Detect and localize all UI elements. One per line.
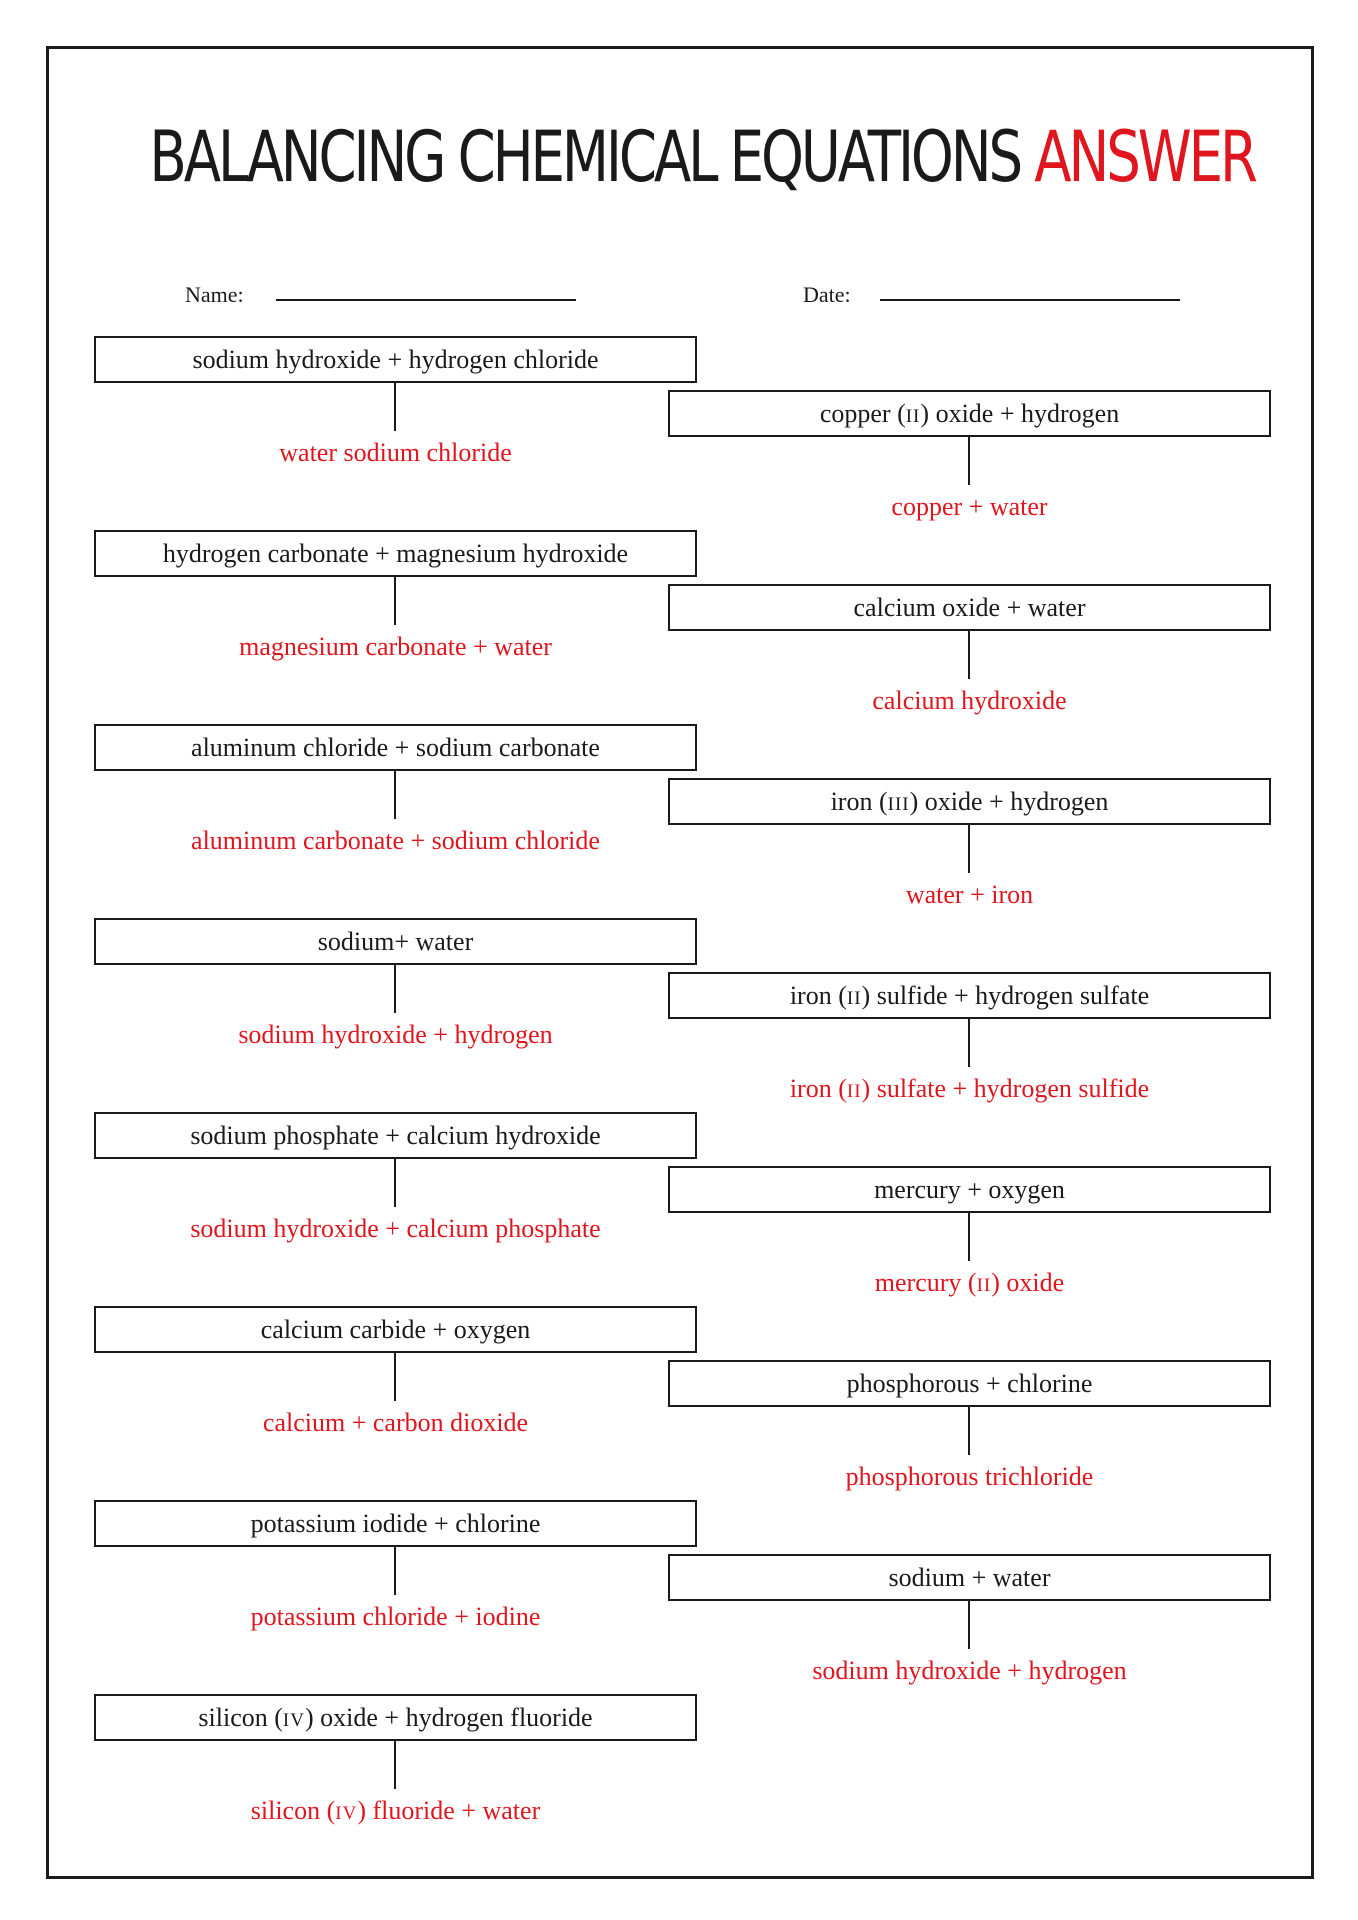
left-answer-2: magnesium carbonate + water <box>239 632 552 661</box>
left-reactants-box-1: sodium hydroxide + hydrogen chloride <box>94 336 697 383</box>
left-answer-7: potassium chloride + iodine <box>250 1602 541 1631</box>
right-reactants-box-7: sodium + water <box>668 1554 1271 1601</box>
left-arrow-line-7 <box>394 1547 396 1595</box>
left-arrow-line-1 <box>394 383 396 431</box>
left-arrow-line-3 <box>394 771 396 819</box>
left-reactants-box-5: sodium phosphate + calcium hydroxide <box>94 1112 697 1159</box>
roman-numeral: III <box>887 794 910 815</box>
right-answer-1: copper + water <box>891 492 1048 521</box>
roman-numeral: II <box>846 988 862 1009</box>
right-arrow-line-6 <box>968 1407 970 1455</box>
left-answer-5: sodium hydroxide + calcium phosphate <box>190 1214 601 1243</box>
right-reactants-box-1: copper (II) oxide + hydrogen <box>668 390 1271 437</box>
roman-numeral: IV <box>282 1710 305 1731</box>
left-answer-6: calcium + carbon dioxide <box>262 1408 529 1437</box>
left-answer-8: silicon (IV) fluoride + water <box>250 1796 541 1825</box>
roman-numeral: II <box>905 406 921 427</box>
name-line[interactable] <box>276 299 576 301</box>
left-arrow-line-5 <box>394 1159 396 1207</box>
left-answer-4: sodium hydroxide + hydrogen <box>238 1020 553 1049</box>
roman-numeral: II <box>976 1275 992 1296</box>
left-reactants-box-4: sodium+ water <box>94 918 697 965</box>
right-answer-5: mercury (II) oxide <box>874 1268 1065 1297</box>
right-arrow-line-3 <box>968 825 970 873</box>
right-arrow-line-4 <box>968 1019 970 1067</box>
right-arrow-line-2 <box>968 631 970 679</box>
left-reactants-box-8: silicon (IV) oxide + hydrogen fluoride <box>94 1694 697 1741</box>
roman-numeral: IV <box>335 1803 358 1824</box>
left-reactants-box-2: hydrogen carbonate + magnesium hydroxide <box>94 530 697 577</box>
left-arrow-line-8 <box>394 1741 396 1789</box>
right-answer-4: iron (II) sulfate + hydrogen sulfide <box>789 1074 1150 1103</box>
right-answer-3: water + iron <box>905 880 1034 909</box>
right-arrow-line-7 <box>968 1601 970 1649</box>
right-reactants-box-4: iron (II) sulfide + hydrogen sulfate <box>668 972 1271 1019</box>
left-reactants-box-3: aluminum chloride + sodium carbonate <box>94 724 697 771</box>
left-reactants-box-6: calcium carbide + oxygen <box>94 1306 697 1353</box>
date-label: Date: <box>803 282 851 307</box>
right-reactants-box-2: calcium oxide + water <box>668 584 1271 631</box>
right-reactants-box-6: phosphorous + chlorine <box>668 1360 1271 1407</box>
left-arrow-line-2 <box>394 577 396 625</box>
left-answer-3: aluminum carbonate + sodium chloride <box>191 826 600 855</box>
name-label: Name: <box>185 282 244 307</box>
left-reactants-box-7: potassium iodide + chlorine <box>94 1500 697 1547</box>
right-answer-6: phosphorous trichloride <box>845 1462 1094 1491</box>
roman-numeral: II <box>846 1081 862 1102</box>
right-answer-7: sodium hydroxide + hydrogen <box>812 1656 1127 1685</box>
left-answer-1: water sodium chloride <box>279 438 512 467</box>
date-line[interactable] <box>880 299 1180 301</box>
left-arrow-line-4 <box>394 965 396 1013</box>
right-arrow-line-5 <box>968 1213 970 1261</box>
right-reactants-box-3: iron (III) oxide + hydrogen <box>668 778 1271 825</box>
right-arrow-line-1 <box>968 437 970 485</box>
right-reactants-box-5: mercury + oxygen <box>668 1166 1271 1213</box>
title-main: BALANCING CHEMICAL EQUATIONS <box>149 116 1021 198</box>
left-arrow-line-6 <box>394 1353 396 1401</box>
page-title <box>149 112 1255 202</box>
title-accent: ANSWER <box>1034 116 1255 198</box>
right-answer-2: calcium hydroxide <box>872 686 1067 715</box>
